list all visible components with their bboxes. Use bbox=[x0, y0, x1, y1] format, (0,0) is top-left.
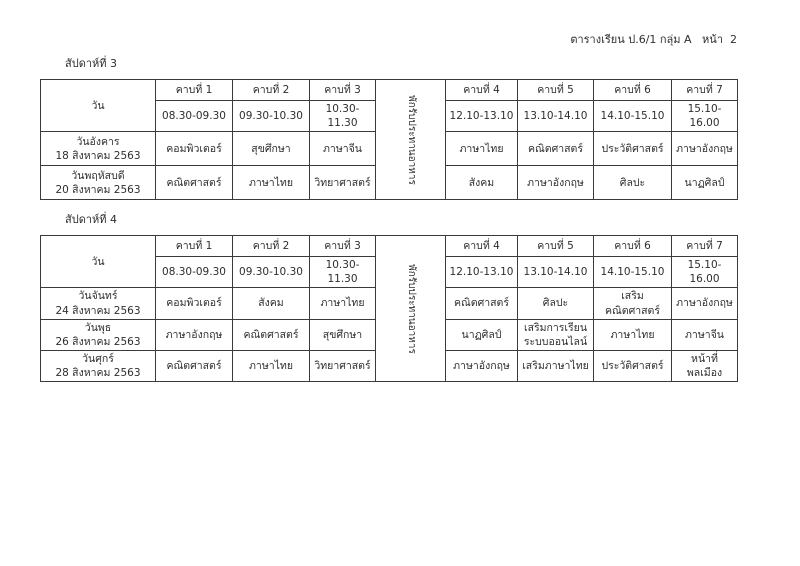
day-date: 20 สิงหาคม 2563 bbox=[55, 183, 141, 196]
day-name: วันอังคาร bbox=[76, 135, 120, 148]
day-name: วันศุกร์ bbox=[82, 353, 114, 366]
page-header: ตารางเรียน ป.6/1 กลุ่ม A หน้า 2 bbox=[570, 33, 737, 46]
subject-cell: ภาษาจีน bbox=[672, 319, 738, 350]
day-name: วันจันทร์ bbox=[78, 290, 118, 303]
subject-cell: ภาษาไทย bbox=[310, 288, 376, 319]
period-time: 13.10-14.10 bbox=[518, 101, 594, 132]
period-time: 10.30-11.30 bbox=[310, 101, 376, 132]
subject-cell: สุขศึกษา bbox=[233, 132, 310, 166]
subject-cell: ประวัติศาสตร์ bbox=[594, 132, 672, 166]
week-4-section bbox=[40, 210, 738, 382]
subject-cell: ภาษาไทย bbox=[233, 351, 310, 382]
subject-cell: ประวัติศาสตร์ bbox=[594, 351, 672, 382]
lunch-break-cell bbox=[376, 236, 446, 382]
lunch-break-label: พักรับประทานอาหาร bbox=[405, 94, 417, 185]
day-cell bbox=[41, 288, 156, 319]
period-time: 09.30-10.30 bbox=[233, 257, 310, 288]
period-time: 08.30-09.30 bbox=[156, 101, 233, 132]
subject-cell: สังคม bbox=[446, 166, 518, 200]
subject-cell: ภาษาอังกฤษ bbox=[672, 132, 738, 166]
day-column-header: วัน bbox=[41, 80, 156, 132]
subject-cell: ภาษาอังกฤษ bbox=[672, 288, 738, 319]
subject-cell: คณิตศาสตร์ bbox=[156, 166, 233, 200]
period-time: 10.30-11.30 bbox=[310, 257, 376, 288]
day-name: วันพฤหัสบดี bbox=[71, 169, 125, 182]
day-date: 18 สิงหาคม 2563 bbox=[55, 149, 141, 162]
subject-cell: คณิตศาสตร์ bbox=[233, 319, 310, 350]
period-header: คาบที่ 7 bbox=[672, 80, 738, 101]
period-time: 14.10-15.10 bbox=[594, 257, 672, 288]
day-column-header: วัน bbox=[41, 236, 156, 288]
day-date: 28 สิงหาคม 2563 bbox=[55, 367, 141, 380]
day-date: 26 สิงหาคม 2563 bbox=[55, 335, 141, 348]
lunch-break-label: พักรับประทานอาหาร bbox=[405, 263, 417, 354]
period-header: คาบที่ 1 bbox=[156, 80, 233, 101]
subject-cell: ภาษาจีน bbox=[310, 132, 376, 166]
day-cell bbox=[41, 166, 156, 200]
day-cell bbox=[41, 351, 156, 382]
period-header: คาบที่ 1 bbox=[156, 236, 233, 257]
subject-cell: สุขศึกษา bbox=[310, 319, 376, 350]
period-time: 14.10-15.10 bbox=[594, 101, 672, 132]
subject-cell: สังคม bbox=[233, 288, 310, 319]
subject-cell: ศิลปะ bbox=[518, 288, 594, 319]
period-header: คาบที่ 6 bbox=[594, 80, 672, 101]
week-3-title: สัปดาห์ที่ 3 bbox=[65, 57, 118, 70]
subject-cell: ภาษาไทย bbox=[446, 132, 518, 166]
subject-cell: คณิตศาสตร์ bbox=[446, 288, 518, 319]
week-3-section bbox=[40, 54, 738, 200]
period-time: 15.10-16.00 bbox=[672, 101, 738, 132]
lunch-break-cell bbox=[376, 80, 446, 200]
period-header: คาบที่ 4 bbox=[446, 80, 518, 101]
subject-cell: นาฏศิลป์ bbox=[672, 166, 738, 200]
period-time: 12.10-13.10 bbox=[446, 101, 518, 132]
subject-cell: วิทยาศาสตร์ bbox=[310, 166, 376, 200]
period-time: 12.10-13.10 bbox=[446, 257, 518, 288]
day-cell bbox=[41, 319, 156, 350]
day-cell bbox=[41, 132, 156, 166]
day-name: วันพุธ bbox=[84, 321, 112, 334]
subject-cell: ภาษาไทย bbox=[594, 319, 672, 350]
period-header: คาบที่ 4 bbox=[446, 236, 518, 257]
period-header: คาบที่ 5 bbox=[518, 80, 594, 101]
subject-cell: คณิตศาสตร์ bbox=[156, 351, 233, 382]
subject-cell: นาฏศิลป์ bbox=[446, 319, 518, 350]
subject-cell: คอมพิวเตอร์ bbox=[156, 288, 233, 319]
subject-cell: เสริมการเรียนระบบออนไลน์ bbox=[518, 319, 594, 350]
period-time: 13.10-14.10 bbox=[518, 257, 594, 288]
period-header: คาบที่ 2 bbox=[233, 80, 310, 101]
period-time: 09.30-10.30 bbox=[233, 101, 310, 132]
period-time: 15.10-16.00 bbox=[672, 257, 738, 288]
period-header: คาบที่ 6 bbox=[594, 236, 672, 257]
period-header: คาบที่ 5 bbox=[518, 236, 594, 257]
period-time: 08.30-09.30 bbox=[156, 257, 233, 288]
subject-cell: หน้าที่พลเมือง bbox=[672, 351, 738, 382]
period-header: คาบที่ 3 bbox=[310, 236, 376, 257]
period-header: คาบที่ 7 bbox=[672, 236, 738, 257]
timetable-week-3 bbox=[40, 79, 738, 200]
subject-cell: เสริมภาษาไทย bbox=[518, 351, 594, 382]
subject-cell: ภาษาอังกฤษ bbox=[156, 319, 233, 350]
period-header: คาบที่ 3 bbox=[310, 80, 376, 101]
subject-cell: วิทยาศาสตร์ bbox=[310, 351, 376, 382]
day-date: 24 สิงหาคม 2563 bbox=[55, 304, 141, 317]
subject-cell: เสริมคณิตศาสตร์ bbox=[594, 288, 672, 319]
week-4-title: สัปดาห์ที่ 4 bbox=[65, 213, 118, 226]
subject-cell: ภาษาอังกฤษ bbox=[518, 166, 594, 200]
timetable-week-4 bbox=[40, 235, 738, 382]
subject-cell: คณิตศาสตร์ bbox=[518, 132, 594, 166]
subject-cell: ภาษาอังกฤษ bbox=[446, 351, 518, 382]
subject-cell: ศิลปะ bbox=[594, 166, 672, 200]
subject-cell: คอมพิวเตอร์ bbox=[156, 132, 233, 166]
subject-cell: ภาษาไทย bbox=[233, 166, 310, 200]
period-header: คาบที่ 2 bbox=[233, 236, 310, 257]
